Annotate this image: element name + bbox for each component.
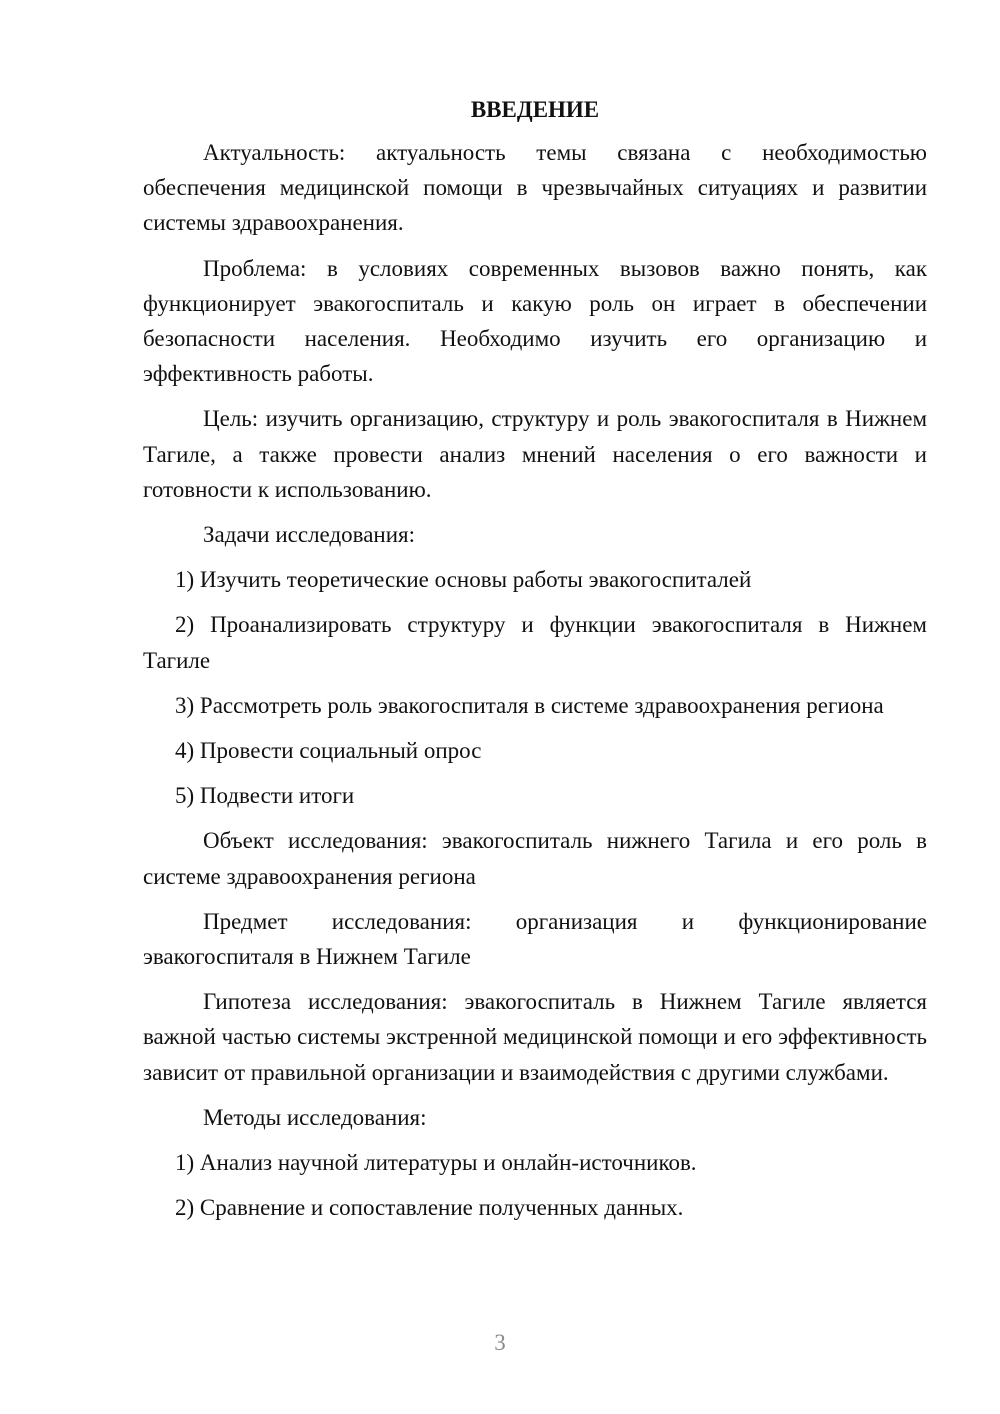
document-page [143,93,927,1235]
task-item-5: 5) Подвести итоги [175,783,355,809]
paragraph-methods-title: Методы исследования: [203,1104,427,1130]
paragraph-problem: Проблема: в условиях современных вызовов важно понять, как функционирует эвакогоспиталь и какую роль он играет в обеспечении безопасности населения. Необходимо изучить его организацию и эффективность работы. [143,255,927,387]
section-heading: ВВЕДЕНИЕ [470,97,600,122]
method-item-2: 2) Сравнение и сопоставление полученных данных. [175,1195,684,1221]
paragraph-tasks-title: Задачи исследования: [203,522,416,548]
page-number: 3 [494,1330,506,1355]
task-item-2: 2) Проанализировать структуру и функции эвакогоспиталя в Нижнем Тагиле [143,612,927,673]
paragraph-goal: Цель: изучить организацию, структуру и роль эвакогоспиталя в Нижнем Тагиле, а также провести анализ мнений населения о его важности и готовности к использованию. [143,406,927,502]
paragraph-relevance: Актуальность: актуальность темы связана с необходимостью обеспечения медицинской помощи в чрезвычайных ситуациях и развитии системы здравоохранения. [143,140,927,236]
paragraph-object: Объект исследования: эвакогоспиталь нижнего Тагила и его роль в системе здравоохранения региона [143,828,927,889]
task-item-3: 3) Рассмотреть роль эвакогоспиталя в системе здравоохранения региона [175,692,884,718]
paragraph-hypothesis: Гипотеза исследования: эвакогоспиталь в Нижнем Тагиле является важной частью системы экстренной медицинской помощи и его эффективность зависит от правильной организации и взаимодействия с другими службами. [143,989,927,1085]
task-item-1: 1) Изучить теоретические основы работы эвакогоспиталей [175,567,752,593]
method-item-1: 1) Анализ научной литературы и онлайн-источников. [175,1150,697,1176]
paragraph-subject: Предмет исследования: организация и функционирование эвакогоспиталя в Нижнем Тагиле [143,908,927,970]
task-item-4: 4) Провести социальный опрос [175,738,482,764]
